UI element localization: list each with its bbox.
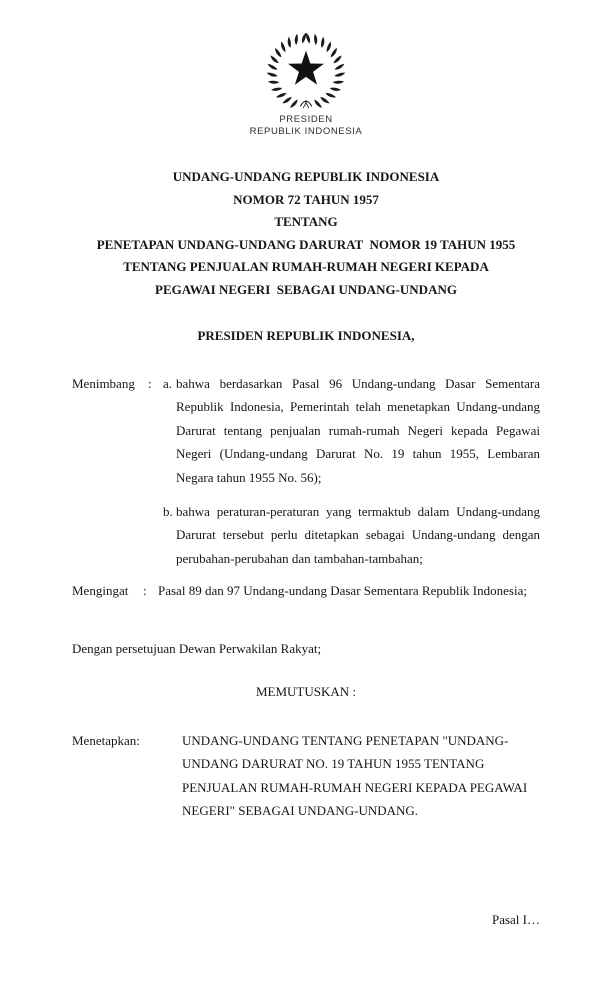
considerations-section [72,372,540,570]
salutation: PRESIDEN REPUBLIK INDONESIA, [197,328,415,343]
letterhead-presiden-label: PRESIDEN [279,114,333,125]
title-line: PENETAPAN UNDANG-UNDANG DARURAT NOMOR 19 TAHUN 1955 [96,236,516,252]
title-line: TENTANG [274,214,338,230]
title-line: PEGAWAI NEGERI SEBAGAI UNDANG-UNDANG [155,281,457,297]
enactment-section [72,729,540,822]
consideration-item-a [163,372,540,489]
enactment-line: NEGERI" SEBAGAI UNDANG-UNDANG. [182,802,419,818]
enactment-label: Menetapkan: [72,733,140,748]
title-line: TENTANG PENJUALAN RUMAH-RUMAH NEGERI KEPADA [123,259,489,275]
wreath-ribbon-ornament [300,101,311,109]
title-line: UNDANG-UNDANG REPUBLIK INDONESIA [172,169,440,184]
consideration-item-b [163,500,540,570]
legal-basis-label: Mengingat [72,583,129,598]
considerations-items [163,372,540,570]
agreement-clause: Dengan persetujuan Dewan Perwakilan Rakyat; [72,641,322,656]
legal-basis-section [72,579,540,602]
item-text: bahwa berdasarkan Pasal 96 Undang-undang Dasar Sementara Republik Indonesia, Pemerintah telah menetapkan Undang-undang Darurat tentang penjualan rumah-rumah Negeri kepada Pegawai Negeri (Undang-undang Darurat No. 19 tahun 1955, Lembaran Negara tahun 1955 No. 56); [176,376,540,485]
document-title [0,166,612,302]
enactment-line: UNDANG DARURAT NO. 19 TAHUN 1955 TENTANG [182,756,485,772]
letterhead-republik-indonesia-label: REPUBLIK INDONESIA [249,126,363,137]
presidential-star-wreath-emblem-icon [265,30,347,114]
legal-basis-separator: : [143,583,147,598]
enactment-line: UNDANG-UNDANG TENTANG PENETAPAN "UNDANG- [182,733,509,748]
legal-basis-text: Pasal 89 dan 97 Undang-undang Dasar Sementara Republik Indonesia; [158,583,527,598]
item-marker: a. [163,376,173,391]
letterhead [0,30,612,138]
star-icon [288,51,324,85]
considerations-separator: : [148,376,152,391]
page-continuation-mark: Pasal I… [491,912,540,927]
considerations-label: Menimbang [72,376,135,391]
title-line: NOMOR 72 TAHUN 1957 [233,191,379,207]
enactment-line: PENJUALAN RUMAH-RUMAH NEGERI KEPADA PEGAWAI [182,779,528,795]
item-marker: b. [163,504,173,520]
enactment-text [182,729,540,822]
decision-heading: MEMUTUSKAN : [255,684,357,699]
item-text: bahwa peraturan-peraturan yang termaktub dalam Undang-undang Darurat tersebut perlu ditetapkan sebagai Undang-undang dengan perubahan-perubahan dan tambahan-tambahan; [176,504,540,566]
